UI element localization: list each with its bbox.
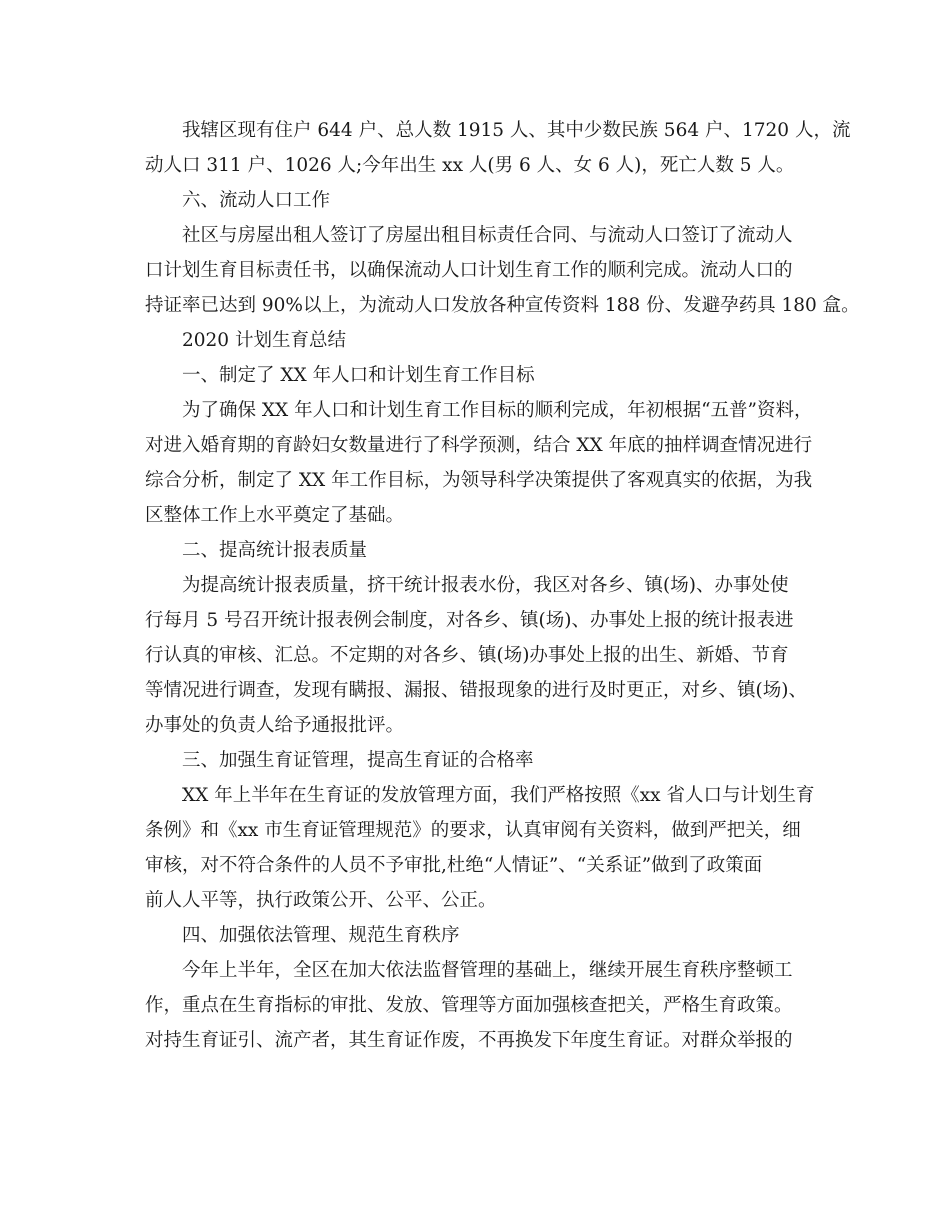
paragraph-line: 办事处的负责人给予通报批评。 [145, 715, 405, 736]
paragraph-line: 条例》和《xx 市生育证管理规范》的要求，认真审阅有关资料，做到严把关，细 [145, 820, 801, 841]
paragraph-line: 区整体工作上水平奠定了基础。 [145, 505, 405, 526]
section-heading: 六、流动人口工作 [182, 190, 331, 211]
paragraph-line: 审核，对不符合条件的人员不予审批,杜绝“人情证”、“关系证”做到了政策面 [145, 855, 763, 876]
paragraph-line: 作，重点在生育指标的审批、发放、管理等方面加强核查把关，严格生育政策。 [145, 995, 793, 1016]
section-heading: 四、加强依法管理、规范生育秩序 [182, 925, 460, 946]
paragraph-line: 我辖区现有住户 644 户、总人数 1915 人、其中少数民族 564 户、1720 人，流 [182, 120, 851, 141]
paragraph-line: 为提高统计报表质量，挤干统计报表水份，我区对各乡、镇(场)、办事处使 [182, 575, 789, 596]
paragraph-line: 动人口 311 户、1026 人;今年出生 xx 人(男 6 人、女 6 人)，死亡人数 5 人。 [145, 155, 795, 176]
paragraph-line: 前人人平等，执行政策公开、公平、公正。 [145, 890, 497, 911]
paragraph-line: 行认真的审核、汇总。不定期的对各乡、镇(场)办事处上报的出生、新婚、节育 [145, 645, 789, 666]
paragraph-line: 行每月 5 号召开统计报表例会制度，对各乡、镇(场)、办事处上报的统计报表进 [145, 610, 794, 631]
section-heading: 二、提高统计报表质量 [182, 540, 368, 561]
paragraph-line: 今年上半年，全区在加大依法监督管理的基础上，继续开展生育秩序整顿工 [182, 960, 793, 981]
paragraph-line: 持证率已达到 90%以上，为流动人口发放各种宣传资料 188 份、发避孕药具 180 盒。 [145, 295, 860, 316]
section-heading: 一、制定了 XX 年人口和计划生育工作目标 [182, 365, 535, 386]
paragraph-line: 社区与房屋出租人签订了房屋出租目标责任合同、与流动人口签订了流动人 [182, 225, 793, 246]
paragraph-line: 对持生育证引、流产者，其生育证作废，不再换发下年度生育证。对群众举报的 [145, 1030, 793, 1051]
paragraph-line: XX 年上半年在生育证的发放管理方面，我们严格按照《xx 省人口与计划生育 [182, 785, 815, 806]
paragraph-line: 综合分析，制定了 XX 年工作目标，为领导科学决策提供了客观真实的依据，为我 [145, 470, 813, 491]
paragraph-line: 为了确保 XX 年人口和计划生育工作目标的顺利完成，年初根据“五普”资料， [182, 400, 813, 421]
paragraph-line: 对进入婚育期的育龄妇女数量进行了科学预测，结合 XX 年底的抽样调查情况进行 [145, 435, 813, 456]
section-heading: 三、加强生育证管理，提高生育证的合格率 [182, 750, 534, 771]
paragraph-line: 等情况进行调查，发现有瞒报、漏报、错报现象的进行及时更正，对乡、镇(场)、 [145, 680, 807, 701]
paragraph-line: 口计划生育目标责任书，以确保流动人口计划生育工作的顺利完成。流动人口的 [145, 260, 793, 281]
document-title: 2020 计划生育总结 [182, 330, 346, 351]
